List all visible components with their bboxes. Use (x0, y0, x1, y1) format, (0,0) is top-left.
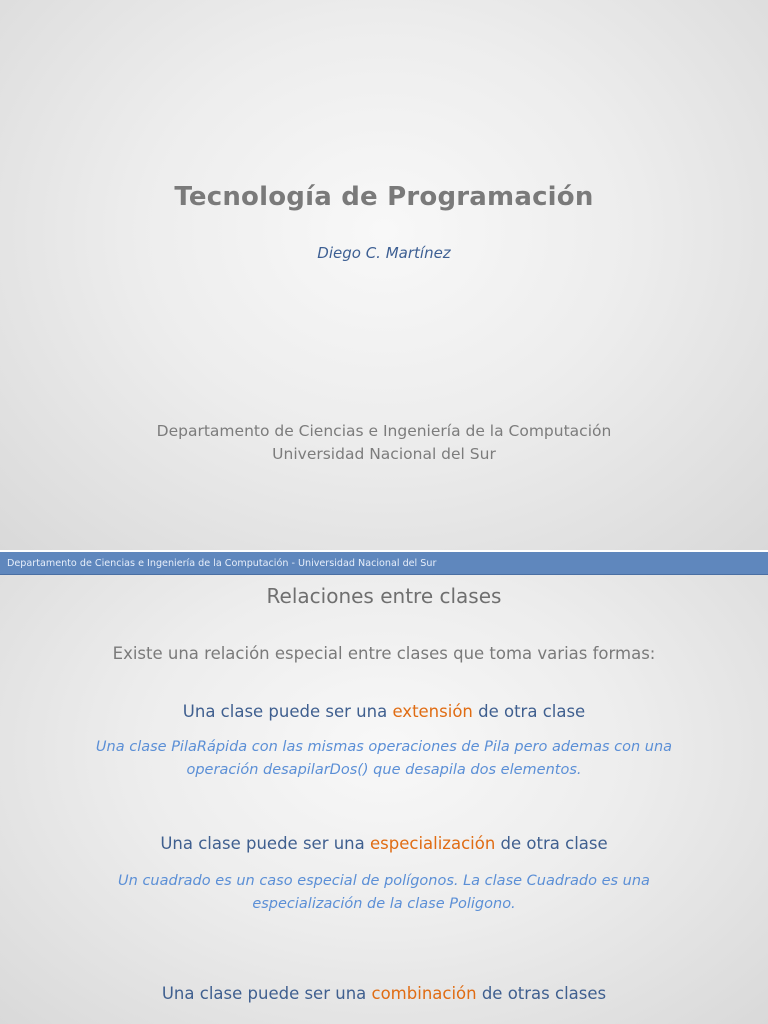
header-banner: Departamento de Ciencias e Ingeniería de la Computación - Universidad Nacional del Sur (0, 552, 768, 575)
example-extension (0, 736, 768, 782)
department-name: Departamento de Ciencias e Ingeniería de la Computación (156, 422, 612, 440)
slide-title: Relaciones entre clases (266, 584, 502, 608)
heading-prefix: Una clase puede ser una (182, 702, 393, 721)
keyword-specialization: especialización (370, 834, 496, 853)
example-line: especialización de la clase Poligono. (252, 896, 516, 912)
example-line: operación desapilarDos() que desapila dos elementos. (186, 762, 582, 778)
heading-suffix: de otras clases (476, 984, 607, 1003)
heading-suffix: de otra clase (495, 834, 608, 853)
example-specialization (0, 870, 768, 916)
relation-heading-extension (0, 702, 768, 721)
presentation-title: Tecnología de Programación (174, 182, 594, 212)
university-name: Universidad Nacional del Sur (272, 445, 496, 463)
heading-prefix: Una clase puede ser una (161, 984, 372, 1003)
content-slide (0, 552, 768, 1024)
author-name: Diego C. Martínez (317, 244, 451, 262)
intro-text: Existe una relación especial entre clases que toma varias formas: (112, 644, 656, 663)
example-line: Una clase PilaRápida con las mismas operaciones de Pila pero ademas con una (95, 739, 673, 755)
keyword-extension: extensión (392, 702, 473, 721)
relation-heading-combination (0, 984, 768, 1003)
heading-prefix: Una clase puede ser una (160, 834, 370, 853)
relation-heading-specialization (0, 834, 768, 853)
institution-block (0, 420, 768, 466)
keyword-combination: combinación (371, 984, 477, 1003)
example-line: Un cuadrado es un caso especial de polígonos. La clase Cuadrado es una (118, 873, 650, 889)
heading-suffix: de otra clase (472, 702, 586, 721)
